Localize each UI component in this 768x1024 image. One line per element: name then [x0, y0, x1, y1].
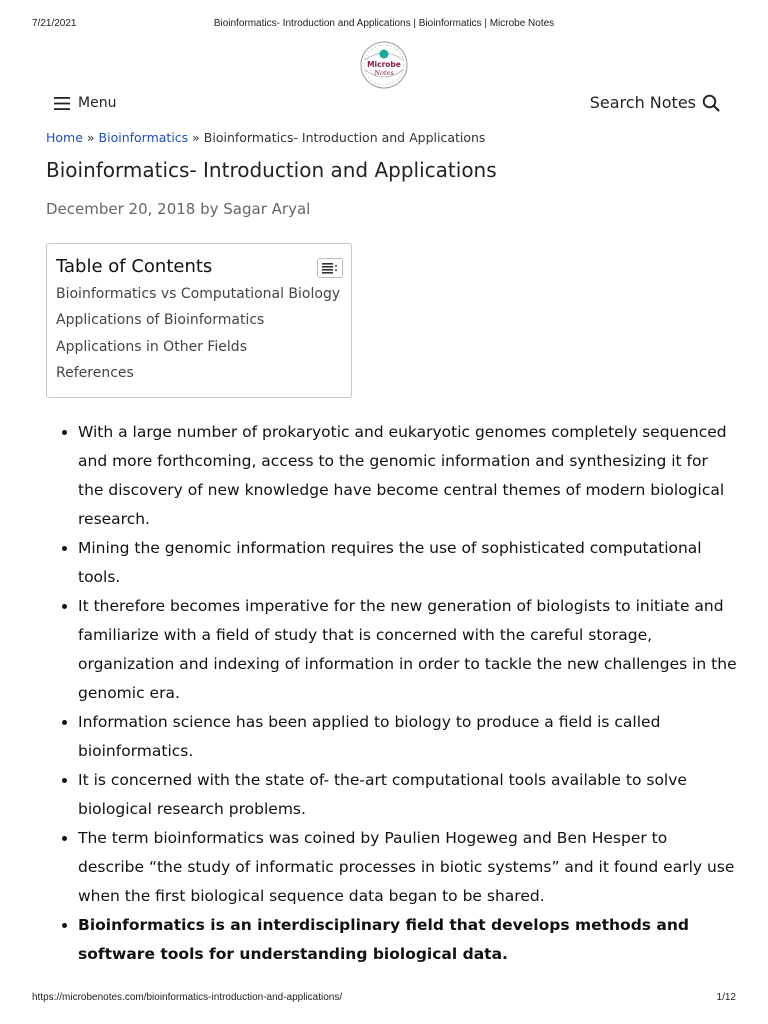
list-item: • Information science has been applied to biology to produce a field is called bioinformatics.	[78, 708, 738, 766]
breadcrumb-separator: »	[188, 130, 204, 145]
print-page-number: 1/12	[716, 992, 736, 1003]
breadcrumb-category-link[interactable]: Bioinformatics	[98, 130, 189, 145]
post-meta: December 20, 2018 by Sagar Aryal	[46, 200, 311, 218]
search-icon	[702, 94, 720, 112]
article-bullet-list	[58, 418, 738, 969]
print-date: 7/21/2021	[32, 18, 77, 29]
list-item: • It is concerned with the state of- the-art computational tools available to solve biological research problems.	[78, 766, 738, 824]
toc-item[interactable]: Applications in Other Fields	[56, 338, 247, 355]
list-item: • With a large number of prokaryotic and eukaryotic genomes completely sequenced and more forthcoming, access to the genomic information and synthesizing it for the discovery of new knowledge have become central themes of modern biological research.	[78, 418, 738, 534]
search-notes-button[interactable]	[590, 93, 720, 112]
breadcrumb-separator: »	[82, 130, 99, 145]
logo-text-line1: Microbe	[367, 60, 401, 69]
list-item: • The term bioinformatics was coined by Paulien Hogeweg and Ben Hesper to describe “the study of informatic processes in biotic systems” and it found early use when the first biological sequence data began to be shared.	[78, 824, 738, 911]
page-title: Bioinformatics- Introduction and Applications	[46, 158, 497, 182]
print-title: Bioinformatics- Introduction and Applications | Bioinformatics | Microbe Notes	[213, 18, 555, 29]
toc-item[interactable]: Applications of Bioinformatics	[56, 312, 265, 329]
list-item: • Mining the genomic information requires the use of sophisticated computational tools.	[78, 534, 738, 592]
breadcrumb-home-link[interactable]: Home	[46, 130, 83, 145]
table-of-contents	[46, 243, 352, 398]
breadcrumb	[46, 130, 485, 145]
hamburger-icon	[54, 97, 70, 110]
list-item-bold: • Bioinformatics is an interdisciplinary field that develops methods and software tools for understanding biological data.	[78, 911, 738, 969]
toc-item[interactable]: Bioinformatics vs Computational Biology	[56, 286, 341, 302]
print-footer-url: https://microbenotes.com/bioinformatics-introduction-and-applications/	[32, 992, 343, 1003]
toc-list	[56, 281, 342, 386]
toc-title: Table of Contents	[56, 256, 213, 277]
search-label: Search Notes	[589, 93, 696, 112]
list-item: • It therefore becomes imperative for the new generation of biologists to initiate and familiarize with a field of study that is concerned with the careful storage, organization and indexing of information in order to tackle the new challenges in the genomic era.	[78, 592, 738, 708]
toc-toggle-button[interactable]	[317, 258, 343, 278]
toc-item[interactable]: References	[56, 364, 134, 381]
menu-button[interactable]	[54, 95, 116, 111]
breadcrumb-current: Bioinformatics- Introduction and Applications	[203, 130, 486, 145]
site-logo[interactable]	[359, 40, 409, 90]
menu-label: Menu	[78, 95, 117, 111]
logo-text-line2: Notes	[374, 69, 394, 77]
microbe-notes-logo-icon	[359, 40, 409, 90]
list-toggle-icon	[322, 263, 338, 274]
